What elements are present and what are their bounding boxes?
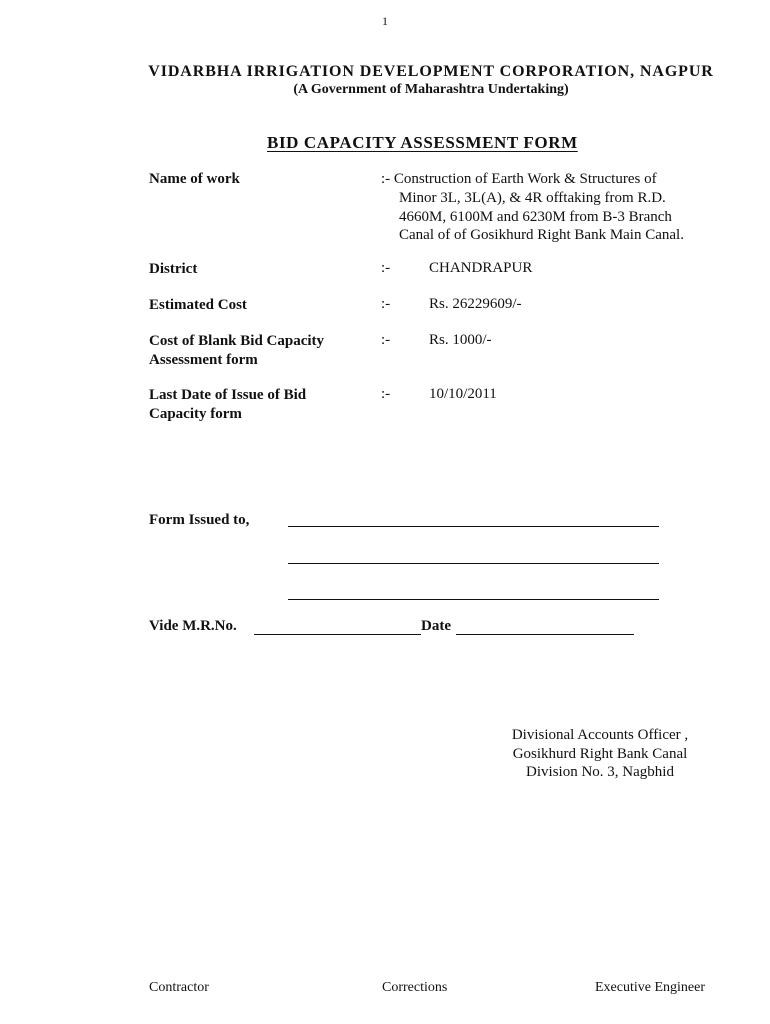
signature-line-1: Divisional Accounts Officer , — [511, 727, 689, 743]
organization-title: VIDARBHA IRRIGATION DEVELOPMENT CORPORATION, NAGPUR — [148, 63, 714, 80]
page-number: 1 — [382, 14, 388, 28]
blank-form-cost-value: Rs. 1000/- — [429, 332, 492, 348]
date-label: Date — [421, 618, 451, 634]
issued-to-line-3[interactable] — [288, 599, 659, 600]
name-of-work-line-2: Minor 3L, 3L(A), & 4R offtaking from R.D. — [399, 189, 666, 206]
form-title: BID CAPACITY ASSESSMENT FORM — [267, 133, 578, 152]
issued-to-line-1[interactable] — [288, 526, 659, 527]
footer-contractor: Contractor — [149, 980, 209, 995]
district-separator: :- — [381, 260, 391, 276]
district-value: CHANDRAPUR — [429, 260, 533, 276]
name-of-work-separator: :- — [381, 171, 391, 187]
footer-executive-engineer: Executive Engineer — [595, 980, 706, 995]
issued-to-line-2[interactable] — [288, 563, 659, 564]
name-of-work-value — [381, 170, 684, 245]
date-line[interactable] — [456, 634, 634, 635]
name-of-work-line-3: 4660M, 6100M and 6230M from B-3 Branch — [399, 208, 672, 225]
estimated-cost-separator: :- — [381, 296, 391, 312]
signature-line-3: Division No. 3, Nagbhid — [526, 764, 674, 780]
name-of-work-label: Name of work — [149, 171, 240, 187]
signature-block — [470, 726, 730, 782]
footer-corrections: Corrections — [382, 980, 448, 995]
last-date-label — [149, 386, 306, 423]
last-date-label-line-2: Capacity form — [149, 405, 242, 422]
name-of-work-line-4: Canal of of Gosikhurd Right Bank Main Canal. — [399, 227, 684, 244]
last-date-value: 10/10/2011 — [429, 386, 497, 402]
mr-number-line[interactable] — [254, 634, 421, 635]
signature-line-2: Gosikhurd Right Bank Canal — [512, 745, 688, 762]
last-date-label-line-1: Last Date of Issue of Bid — [149, 387, 307, 403]
blank-form-cost-label-line-1: Cost of Blank Bid Capacity — [149, 333, 325, 349]
blank-form-cost-separator: :- — [381, 332, 391, 348]
district-label: District — [149, 261, 198, 277]
form-issued-to-label: Form Issued to, — [149, 512, 250, 528]
mr-number-label: Vide M.R.No. — [149, 618, 237, 634]
last-date-separator: :- — [381, 386, 391, 402]
organization-subtitle: (A Government of Maharashtra Undertaking) — [293, 82, 569, 97]
name-of-work-line-1: Construction of Earth Work & Structures of — [393, 171, 657, 187]
blank-form-cost-label-line-2: Assessment form — [149, 351, 258, 368]
blank-form-cost-label — [149, 332, 324, 369]
estimated-cost-label: Estimated Cost — [149, 297, 247, 313]
estimated-cost-value: Rs. 26229609/- — [429, 296, 522, 312]
